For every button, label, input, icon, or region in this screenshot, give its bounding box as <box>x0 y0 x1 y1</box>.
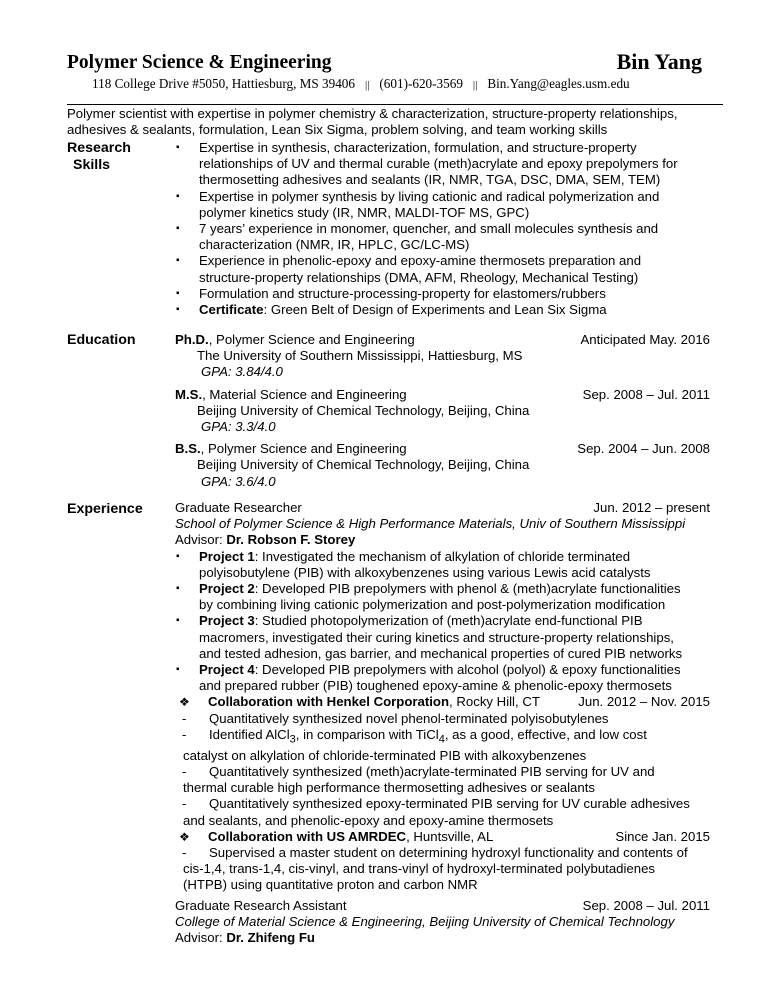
collaboration-header: ❖ Collaboration with Henkel Corporation, Rocky Hill, CT Jun. 2012 – Nov. 2015 <box>179 694 710 710</box>
bullet-icon: ▪ <box>176 615 180 627</box>
research-title-line: Skills <box>73 157 111 173</box>
header-name: Bin Yang <box>616 49 702 74</box>
summary <box>67 106 727 139</box>
diamond-icon: ❖ <box>179 695 190 710</box>
contact-email[interactable]: Bin.Yang@eagles.usm.edu <box>487 76 630 91</box>
experience-list <box>175 500 720 894</box>
education-school: Beijing University of Chemical Technology, Beijing, China <box>197 457 530 473</box>
job-entry-2 <box>175 898 720 947</box>
bullet-icon: ▪ <box>176 142 180 153</box>
list-item: ▪ Formulation and structure-processing-property for elastomers/rubbers <box>176 285 606 301</box>
header-rule <box>67 104 723 105</box>
education-list <box>175 332 720 490</box>
collaboration-item: - Supervised a master student on determining hydroxyl functionality and contents of cis-1,4, trans-1,4, cis-vinyl, and trans-vinyl of hydroxyl-terminated polybutadienes (HTPB) using quantitative proton and carbon NMR <box>182 844 688 893</box>
bullet-icon: ▪ <box>176 190 180 202</box>
education-date: Sep. 2004 – Jun. 2008 <box>577 441 710 457</box>
section-title-experience: Experience <box>67 501 143 517</box>
bullet-icon: ▪ <box>176 255 180 267</box>
contact-phone: (601)-620-3569 <box>379 76 463 91</box>
collaboration-date: Since Jan. 2015 <box>615 828 710 844</box>
list-item: ▪ 7 years’ experience in monomer, quencher, and small molecules synthesis and characterization (NMR, IR, HPLC, GC/LC-MS) <box>176 221 659 253</box>
dash-icon: - <box>182 710 187 726</box>
bullet-icon: ▪ <box>176 550 180 562</box>
education-entry: M.S., Material Science and Engineering Sep. 2008 – Jul. 2011 Beijing University of Chemical Technology, Beijing, China GPA: 3.3/4.0 <box>175 387 720 436</box>
bullet-icon: ▪ <box>176 223 180 235</box>
project-item: ▪ Project 1: Investigated the mechanism of alkylation of chloride terminated polyisobutylene (PIB) with alkoxybenzenes using various Lewis acid catalysts <box>176 548 651 580</box>
collaboration-item: - Quantitatively synthesized epoxy-terminated PIB serving for UV curable adhesives and sealants, and phenolic-epoxy and epoxy-amine thermosets <box>182 796 690 828</box>
summary-line: adhesives & sealants, formulation, Lean Six Sigma, problem solving, and team working skills <box>67 122 608 138</box>
education-gpa: GPA: 3.3/4.0 <box>201 419 276 435</box>
list-item: ▪ Expertise in synthesis, characterization, formulation, and structure-property relationships of UV and thermal curable (meth)acrylate and epoxy prepolymers for thermosetting adhesives and sealants (IR, NMR, TGA, DSC, DMA, SEM, TEM) <box>176 140 678 188</box>
education-gpa: GPA: 3.6/4.0 <box>201 473 276 489</box>
dash-icon: - <box>182 844 187 860</box>
job-advisor: Advisor: Dr. Robson F. Storey <box>175 532 356 548</box>
job-org: College of Material Science & Engineering, Beijing University of Chemical Technology <box>175 914 675 930</box>
education-date: Anticipated May. 2016 <box>580 332 710 347</box>
bullet-icon: ▪ <box>176 304 180 316</box>
collaboration-item: - Identified AlCl$_3$, in comparison with TiCl$_4$, as a good, effective, and low cost catalyst on alkylation of chloride-terminated PIB with alkoxybenzenes <box>182 726 647 763</box>
project-item: ▪ Project 4: Developed PIB prepolymers with alcohol (polyol) & epoxy functionalities and prepared rubber (PIB) toughened epoxy-amine & phenolic-epoxy thermosets <box>176 662 681 694</box>
contact-separator: || <box>365 79 370 91</box>
bullet-icon: ▪ <box>176 664 180 676</box>
diamond-icon: ❖ <box>179 829 190 844</box>
education-school: The University of Southern Mississippi, Hattiesburg, MS <box>197 348 523 364</box>
research-skills-list <box>175 140 720 318</box>
education-date: Sep. 2008 – Jul. 2011 <box>582 386 710 402</box>
job-org: School of Polymer Science & High Performance Materials, Univ of Southern Mississippi <box>175 516 686 532</box>
job-advisor: Advisor: Dr. Zhifeng Fu <box>175 930 315 946</box>
collaboration-date: Jun. 2012 – Nov. 2015 <box>578 694 710 710</box>
education-entry: B.S., Polymer Science and Engineering Sep. 2004 – Jun. 2008 Beijing University of Chemical Technology, Beijing, China GPA: 3.6/4.0 <box>175 441 720 490</box>
education-entry: Ph.D., Polymer Science and Engineering Anticipated May. 2016 The University of Southern Mississippi, Hattiesburg, MS GPA: 3.84/4.0 <box>175 332 720 381</box>
bullet-icon: ▪ <box>176 583 180 595</box>
dash-icon: - <box>182 726 187 742</box>
education-gpa: GPA: 3.84/4.0 <box>201 364 283 380</box>
list-item-certificate: ▪ Certificate: Green Belt of Design of Experiments and Lean Six Sigma <box>176 302 607 318</box>
section-title-research <box>67 140 131 174</box>
contact-separator: || <box>472 79 478 91</box>
header-field: Polymer Science & Engineering <box>67 52 332 73</box>
section-title-education: Education <box>67 332 136 348</box>
job-header: Graduate Research Assistant Sep. 2008 – Jul. 2011 <box>175 898 710 913</box>
project-item: ▪ Project 3: Studied photopolymerization of (meth)acrylate end-functional PIB macromers, investigated their curing kinetics and structure-property relationships, and tested adhesion, gas barrier, and mechanical properties of cured PIB networks <box>176 613 683 661</box>
job-header: Graduate Researcher Jun. 2012 – present <box>175 500 710 515</box>
research-title-line: Research <box>67 140 131 156</box>
dash-icon: - <box>182 796 187 812</box>
education-school: Beijing University of Chemical Technology, Beijing, China <box>197 402 530 418</box>
contact-line <box>92 76 630 92</box>
list-item: ▪ Experience in phenolic-epoxy and epoxy-amine thermosets preparation and structure-property relationships (DMA, AFM, Rheology, Mechanical Testing) <box>176 253 642 285</box>
collaboration-header: ❖ Collaboration with US AMRDEC, Huntsville, AL Since Jan. 2015 <box>179 828 710 844</box>
collaboration-item: - Quantitatively synthesized (meth)acrylate-terminated PIB serving for UV and thermal curable high performance thermosetting adhesives or sealants <box>182 763 655 796</box>
job-date: Sep. 2008 – Jul. 2011 <box>582 898 710 913</box>
summary-line: Polymer scientist with expertise in polymer chemistry & characterization, structure-property relationships, <box>67 106 678 121</box>
job-date: Jun. 2012 – present <box>593 500 710 515</box>
list-item: ▪ Expertise in polymer synthesis by living cationic and radical polymerization and polymer kinetics study (IR, NMR, MALDI-TOF MS, GPC) <box>176 188 660 220</box>
collaboration-item: - Quantitatively synthesized novel phenol-terminated polyisobutylenes <box>182 710 609 726</box>
bullet-icon: ▪ <box>176 287 180 299</box>
project-item: ▪ Project 2: Developed PIB prepolymers with phenol & (meth)acrylate functionalities by combining living cationic polymerization and post-polymerization modification <box>176 581 681 613</box>
contact-address: 118 College Drive #5050, Hattiesburg, MS 39406 <box>92 76 355 91</box>
dash-icon: - <box>182 763 187 779</box>
